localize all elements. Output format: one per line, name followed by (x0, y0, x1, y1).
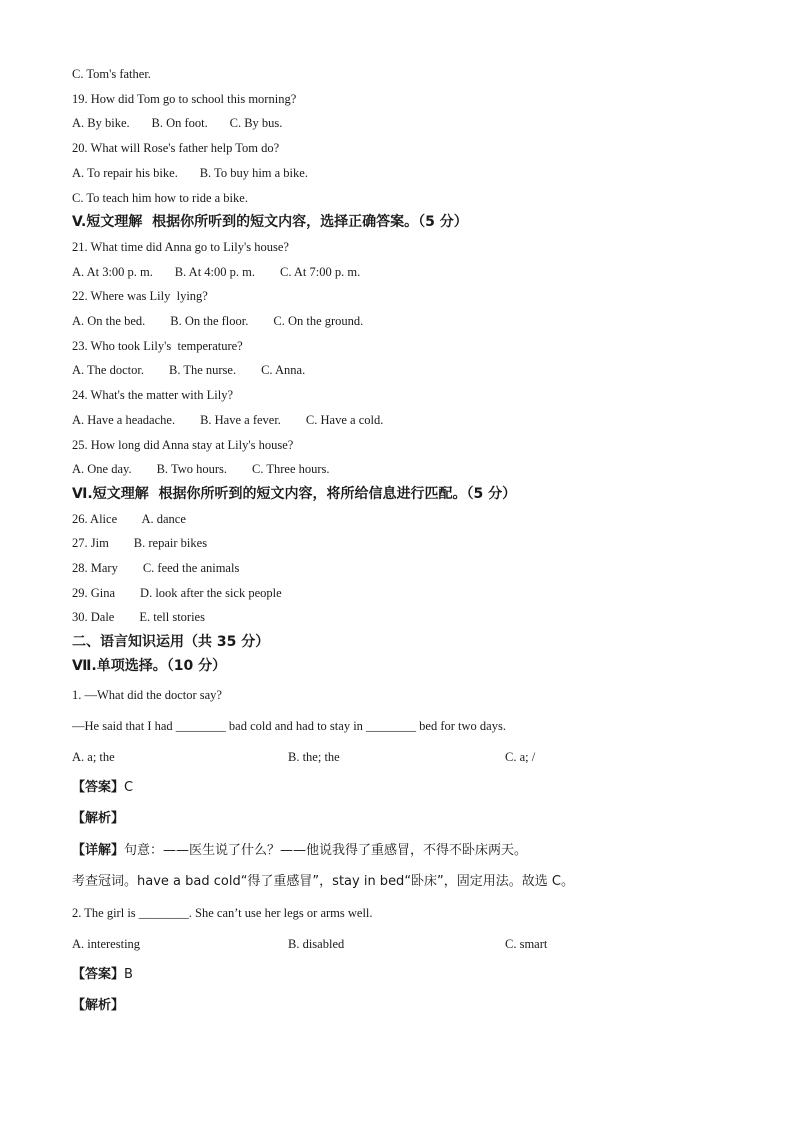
part-two-heading: 二、语言知识运用（共 35 分） (72, 634, 270, 650)
answer-1 (72, 780, 133, 796)
question-22: 22. Where was Lily lying? (72, 289, 208, 303)
option-2a: A. interesting (72, 937, 141, 951)
option-1a: A. a; the (72, 750, 115, 764)
answer-label: 【答案】 (72, 967, 125, 982)
option-line: C. Tom's father. (72, 67, 151, 81)
match-27: 27. Jim B. repair bikes (72, 536, 208, 550)
options-22: A. On the bed. B. On the floor. C. On the ground. (72, 314, 364, 328)
option-20c: C. To teach him how to ride a bike. (72, 191, 248, 205)
option-1c: C. a; / (505, 750, 536, 764)
match-29: 29. Gina D. look after the sick people (72, 586, 282, 600)
question-1-reply: —He said that I had ________ bad cold and had to stay in ________ bed for two days. (72, 719, 506, 733)
answer-value: C (124, 780, 134, 795)
match-26: 26. Alice A. dance (72, 512, 186, 526)
options-24: A. Have a headache. B. Have a fever. C. Have a cold. (72, 413, 384, 427)
question-2: 2. The girl is ________. She can’t use her legs or arms well. (72, 906, 373, 920)
match-28: 28. Mary C. feed the animals (72, 561, 240, 575)
section-vi-heading: Ⅵ.短文理解 根据你所听到的短文内容，将所给信息进行匹配。（5 分） (72, 486, 517, 502)
question-23: 23. Who took Lily's temperature? (72, 339, 243, 353)
option-2b: B. disabled (288, 937, 345, 951)
option-2c: C. smart (505, 937, 548, 951)
analysis-2 (72, 998, 124, 1014)
analysis-1 (72, 811, 124, 827)
answer-label: 【答案】 (72, 780, 125, 795)
analysis-label: 【解析】 (72, 998, 125, 1013)
options-20: A. To repair his bike. B. To buy him a bike. (72, 166, 308, 180)
question-24: 24. What's the matter with Lily? (72, 388, 234, 402)
detail-1-cont: 考查冠词。have a bad cold“得了重感冒”，stay in bed“卧床”，固定用法。故选 C。 (72, 874, 574, 889)
options-19: A. By bike. B. On foot. C. By bus. (72, 116, 283, 130)
match-30: 30. Dale E. tell stories (72, 610, 205, 624)
question-19: 19. How did Tom go to school this morning? (72, 92, 297, 106)
section-vii-heading: Ⅶ.单项选择。（10 分） (72, 658, 227, 674)
section-v-heading: V.短文理解 根据你所听到的短文内容，选择正确答案。（5 分） (72, 214, 468, 230)
question-1: 1. —What did the doctor say? (72, 688, 222, 702)
options-25: A. One day. B. Two hours. C. Three hours. (72, 462, 330, 476)
question-25: 25. How long did Anna stay at Lily's house? (72, 438, 294, 452)
question-20: 20. What will Rose's father help Tom do? (72, 141, 280, 155)
detail-label: 【详解】 (72, 843, 125, 858)
answer-value: B (124, 967, 133, 982)
answer-2 (72, 967, 133, 983)
options-21: A. At 3:00 p. m. B. At 4:00 p. m. C. At 7:00 p. m. (72, 265, 361, 279)
question-21: 21. What time did Anna go to Lily's house? (72, 240, 289, 254)
options-23: A. The doctor. B. The nurse. C. Anna. (72, 363, 306, 377)
detail-text: 句意：——医生说了什么？——他说我得了重感冒，不得不卧床两天。 (124, 843, 528, 858)
option-1b: B. the; the (288, 750, 340, 764)
detail-1 (72, 843, 527, 859)
analysis-label: 【解析】 (72, 811, 125, 826)
